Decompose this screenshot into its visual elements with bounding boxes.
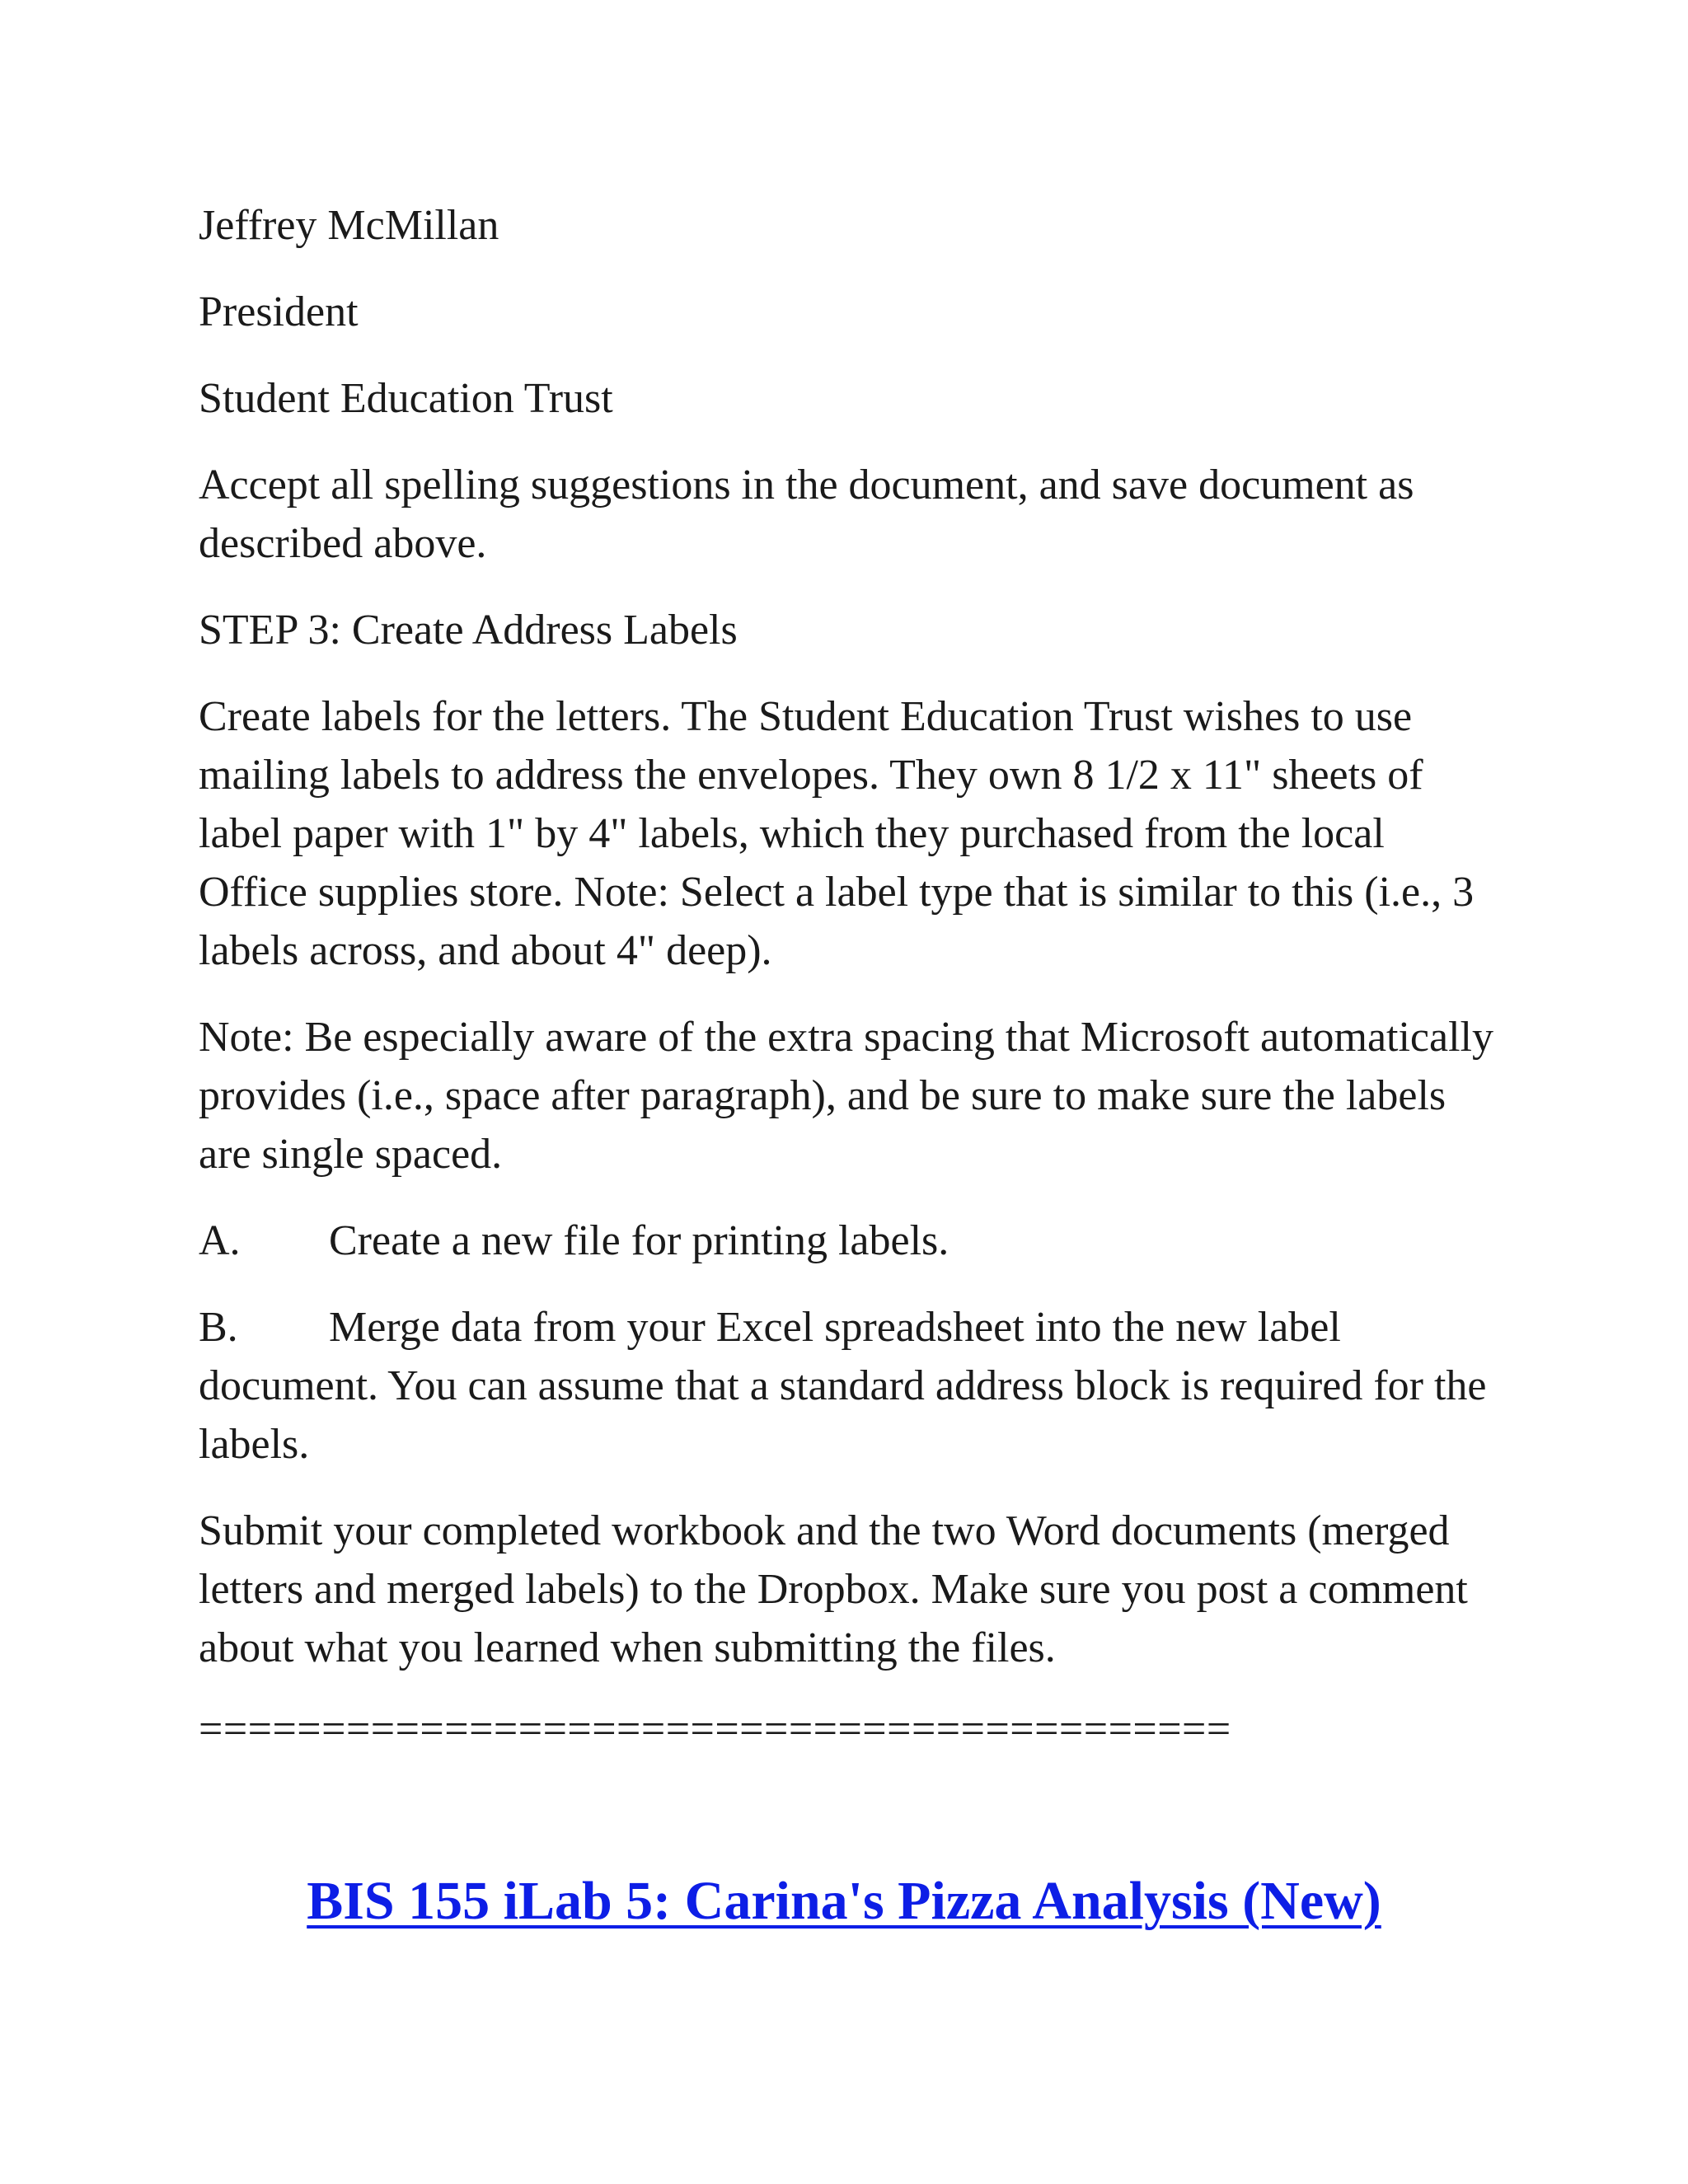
signature-organization: Student Education Trust — [199, 375, 613, 422]
ilab5-link[interactable]: BIS 155 iLab 5: Carina's Pizza Analysis (New) — [307, 1871, 1381, 1931]
signature-name: Jeffrey McMillan — [199, 202, 499, 249]
list-text-b: Merge data from your Excel spreadsheet into the new label document. You can assume that a standard address block is required for the labels. — [199, 1304, 1487, 1468]
section-heading — [0, 1864, 1688, 1938]
list-marker-b: B. — [199, 1304, 238, 1351]
list-item-a — [199, 1212, 1501, 1270]
spacing-note-paragraph: Note: Be especially aware of the extra spacing that Microsoft automatically provides (i.e., space after paragraph), and be sure to make sure the labels are single spaced. — [199, 1014, 1493, 1178]
list-marker-a: A. — [199, 1217, 241, 1264]
accept-spelling-paragraph: Accept all spelling suggestions in the document, and save document as described above. — [199, 462, 1414, 567]
list-item-b — [199, 1298, 1501, 1474]
create-labels-paragraph: Create labels for the letters. The Student Education Trust wishes to use mailing labels to address the envelopes. They own 8 1/2 x 11" sheets of label paper with 1" by 4" labels, which they purchased from the local Office supplies store. Note: Select a label type that is similar to this (i.e., 3 labels across, and about 4" deep). — [199, 693, 1475, 974]
signature-title: President — [199, 288, 359, 335]
step3-heading: STEP 3: Create Address Labels — [199, 607, 738, 654]
divider-line: ========================================== — [199, 1706, 1231, 1753]
submit-paragraph: Submit your completed workbook and the two Word documents (merged letters and merged labels) to the Dropbox. Make sure you post a comment about what you learned when submitting the files. — [199, 1507, 1468, 1671]
document-body — [199, 196, 1501, 1755]
list-text-a: Create a new file for printing labels. — [329, 1217, 950, 1264]
